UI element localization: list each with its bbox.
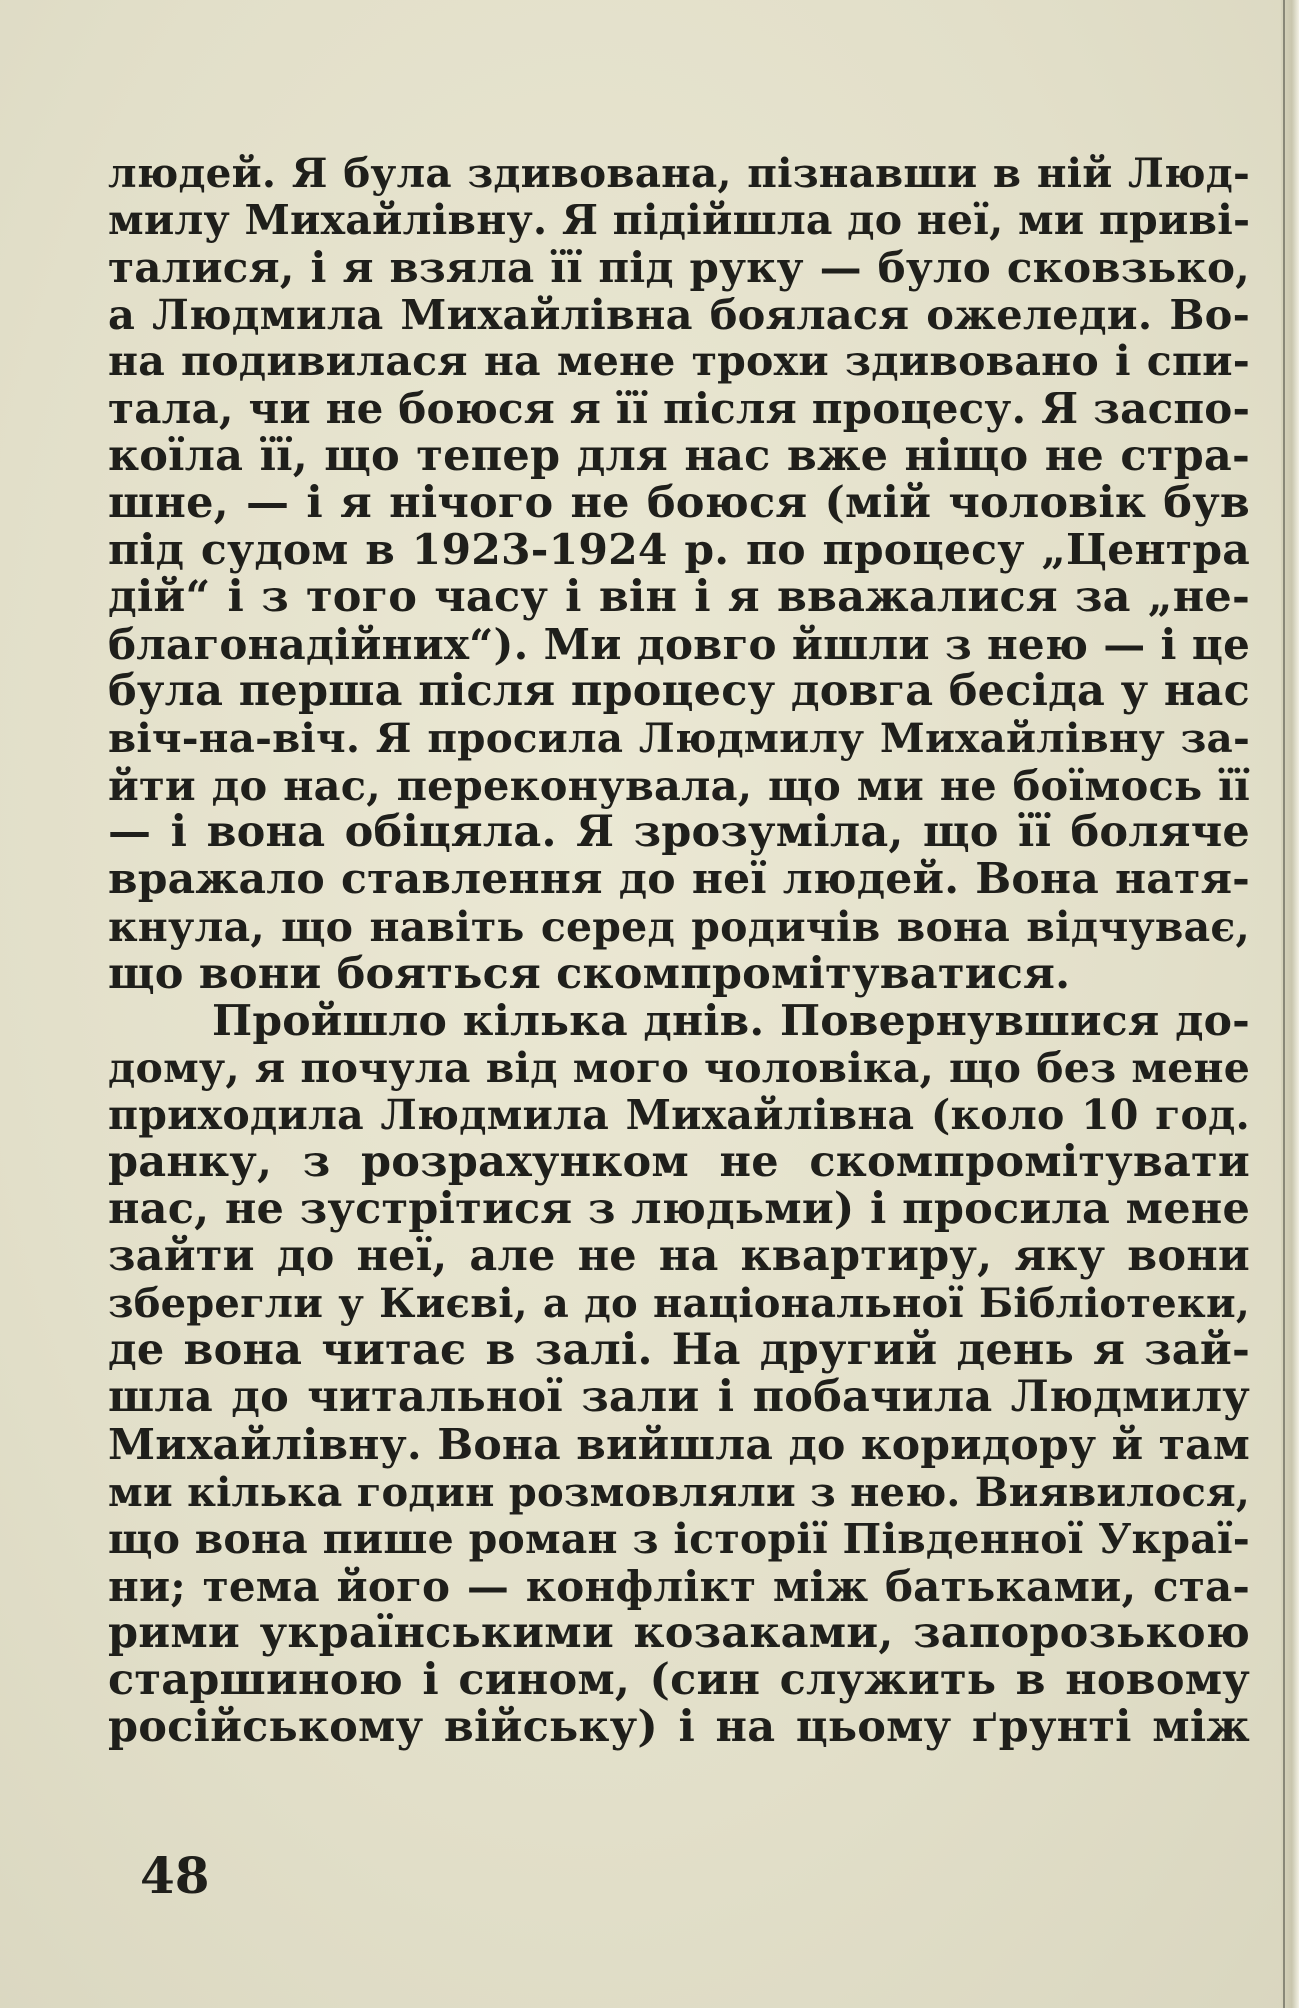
text-line: дій“ і з того часу і він і я вважалися за „не-: [108, 571, 1250, 622]
text-line: російському війську) і на цьому ґрунті між: [108, 1702, 1250, 1753]
text-line: дому, я почула від мого чоловіка, що без мене: [108, 1043, 1250, 1092]
text-line: під судом в 1923-1924 р. по процесу „Центра: [108, 524, 1250, 575]
text-line: що вони бояться скомпромітуватися.: [108, 948, 1071, 999]
text-line: старшиною і сином, (син служить в новому: [108, 1655, 1250, 1705]
text-line: шне, — і я нічого не боюся (мій чоловік був: [108, 477, 1250, 528]
text-line: була перша після процесу довга бесіда у нас: [108, 666, 1250, 717]
text-line: кнула, що навіть серед родичів вона відчуває,: [108, 902, 1250, 951]
text-line: коїла її, що тепер для нас вже ніщо не стра-: [108, 430, 1250, 481]
text-line: благонадійних“). Ми довго йшли з нею — і це: [108, 619, 1250, 669]
text-line: людей. Я була здивована, пізнавши в ній Люд-: [108, 149, 1250, 197]
text-line: вражало ставлення до неї людей. Вона натя-: [108, 854, 1250, 905]
page-number: 48: [140, 1846, 210, 1905]
text-line: ни; тема його — конфлікт між батьками, ста-: [108, 1561, 1250, 1611]
text-line: зайти до неї, але не на квартиру, яку вони: [108, 1231, 1250, 1282]
text-line: Пройшло кілька днів. Повернувшися до-: [212, 995, 1250, 1046]
text-line: йти до нас, переконувала, що ми не боїмось її: [108, 761, 1250, 811]
text-line: Михайлівну. Вона вийшла до коридору й там: [108, 1419, 1250, 1470]
text-line: милу Михайлівну. Я підійшла до неї, ми приві-: [108, 196, 1251, 245]
text-line: а Людмила Михайлівна боялася ожеледи. Во-: [108, 290, 1250, 340]
text-line: нас, не зустрітися з людьми) і просила мене: [108, 1184, 1250, 1235]
text-line: тала, чи не боюся я її після процесу. Я заспо-: [108, 384, 1251, 434]
text-line: приходила Людмила Михайлівна (коло 10 год.: [108, 1090, 1250, 1139]
text-line: — і вона обіцяла. Я зрозуміла, що її боляче: [108, 807, 1250, 858]
page-edge-line: [1283, 0, 1285, 2008]
text-line: де вона читає в залі. На другий день я зай-: [108, 1325, 1250, 1376]
text-line: віч-на-віч. Я просила Людмилу Михайлівну за-: [108, 714, 1250, 763]
text-line: на подивилася на мене трохи здивовано і спи-: [108, 337, 1250, 386]
text-line: що вона пише роман з історії Південної Украї-: [108, 1514, 1250, 1563]
text-line: ми кілька годин розмовляли з нею. Виявилося,: [108, 1468, 1250, 1516]
text-line: рими українськими козаками, запорозькою: [108, 1607, 1250, 1658]
text-line: зберегли у Києві, а до національної Бібліотеки,: [108, 1280, 1250, 1328]
text-line: шла до читальної зали і побачила Людмилу: [108, 1372, 1250, 1423]
body-text: [108, 150, 1250, 1751]
text-line: талися, і я взяла її під руку — було сковзько,: [108, 243, 1250, 293]
text-line: ранку, з розрахунком не скомпромітувати: [108, 1136, 1250, 1187]
